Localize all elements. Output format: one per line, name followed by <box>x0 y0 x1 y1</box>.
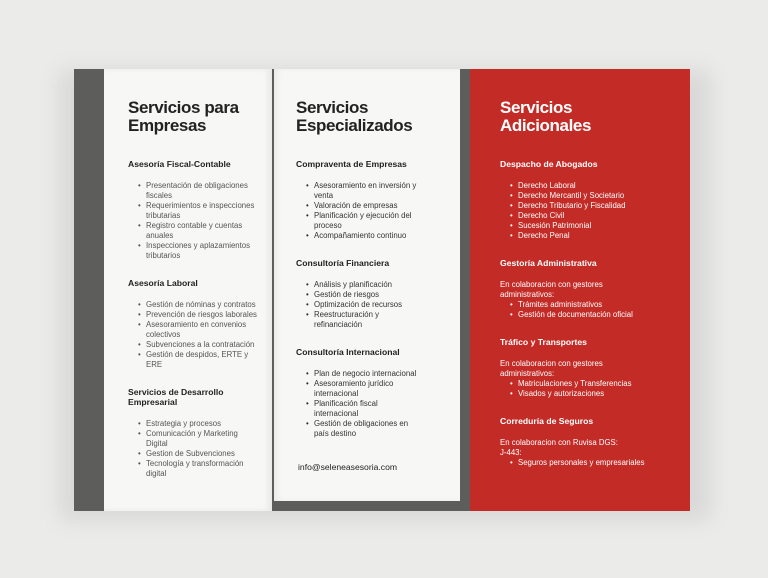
panel-sections <box>296 159 460 439</box>
panel-title: Servicios Adicionales <box>500 98 592 135</box>
list-item: • Gestión de despidos, ERTE y ERE <box>140 350 260 370</box>
list-item: • Registro contable y cuentas anuales <box>140 221 260 241</box>
section-list <box>296 181 423 241</box>
list-item: • Presentación de obligaciones fiscales <box>140 181 260 201</box>
list-item: • Gestión de obligaciones en país destino <box>308 419 423 439</box>
list-item: • Inspecciones y aplazamientos tributarios <box>140 241 260 261</box>
section-heading: Despacho de Abogados <box>500 159 598 169</box>
list-item: • Reestructuración y refinanciación <box>308 310 423 330</box>
list-item: • Gestión de nóminas y contratos <box>140 300 260 310</box>
panel-title: Servicios Especializados <box>296 98 413 135</box>
list-item: • Gestión de riesgos <box>308 290 423 300</box>
section-heading: Tráfico y Transportes <box>500 337 587 347</box>
panel-servicios-empresas <box>104 69 272 511</box>
section-list <box>128 419 260 479</box>
list-item: • Subvenciones a la contratación <box>140 340 260 350</box>
section-heading: Consultoría Financiera <box>296 258 390 268</box>
section-list <box>128 300 260 370</box>
list-item: • Asesoramiento en inversión y venta <box>308 181 423 201</box>
list-item: • Prevención de riesgos laborales <box>140 310 260 320</box>
section-list <box>128 181 260 261</box>
section-list <box>500 379 672 399</box>
section-heading: Compraventa de Empresas <box>296 159 407 169</box>
section-note: En colaboracion con gestores administrativos: <box>500 280 603 299</box>
list-item: • Estrategia y procesos <box>140 419 260 429</box>
panel-sections <box>500 159 690 468</box>
section-list <box>500 181 672 241</box>
list-item: • Derecho Laboral <box>512 181 672 191</box>
list-item: • Asesoramiento jurídico internacional <box>308 379 423 399</box>
list-item: • Gestión de documentación oficial <box>512 310 672 320</box>
list-item: • Matriculaciones y Transferencias <box>512 379 672 389</box>
section-list <box>500 300 672 320</box>
panel-title: Servicios para Empresas <box>128 98 239 135</box>
list-item: • Derecho Civil <box>512 211 672 221</box>
list-item: • Trámites administrativos <box>512 300 672 310</box>
section-list <box>296 280 423 330</box>
list-item: • Tecnología y transformación digital <box>140 459 260 479</box>
list-item: • Visados y autorizaciones <box>512 389 672 399</box>
section-heading: Gestoría Administrativa <box>500 258 597 268</box>
panel-servicios-especializados <box>274 69 460 501</box>
list-item: • Análisis y planificación <box>308 280 423 290</box>
section-heading: Asesoría Laboral <box>128 278 198 288</box>
section-heading: Asesoría Fiscal-Contable <box>128 159 231 169</box>
section-heading: Consultoría Internacional <box>296 347 400 357</box>
list-item: • Comunicación y Marketing Digital <box>140 429 260 449</box>
list-item: • Derecho Tributario y Fiscalidad <box>512 201 672 211</box>
list-item: • Derecho Penal <box>512 231 672 241</box>
list-item: • Asesoramiento en convenios colectivos <box>140 320 260 340</box>
panel-servicios-adicionales <box>470 69 690 511</box>
section-list <box>296 369 423 439</box>
section-list <box>500 458 672 468</box>
panel-sections <box>128 159 272 479</box>
section-heading: Correduría de Seguros <box>500 416 594 426</box>
list-item: • Seguros personales y empresariales <box>512 458 672 468</box>
section-note: En colaboracion con gestores administrativos: <box>500 359 603 378</box>
list-item: • Gestion de Subvenciones <box>140 449 260 459</box>
list-item: • Optimización de recursos <box>308 300 423 310</box>
section-note: En colaboracion con Ruvisa DGS: J-443: <box>500 438 618 457</box>
list-item: • Requerimientos e inspecciones tributarias <box>140 201 260 221</box>
section-heading: Servicios de Desarrollo Empresarial <box>128 387 224 407</box>
list-item: • Planificación fiscal internacional <box>308 399 423 419</box>
contact-email[interactable]: info@seleneasesoria.com <box>298 462 398 472</box>
list-item: • Sucesión Patrimonial <box>512 221 672 231</box>
list-item: • Plan de negocio internacional <box>308 369 423 379</box>
list-item: • Acompañamiento continuo <box>308 231 423 241</box>
list-item: • Derecho Mercantil y Societario <box>512 191 672 201</box>
list-item: • Valoración de empresas <box>308 201 423 211</box>
list-item: • Planificación y ejecución del proceso <box>308 211 423 231</box>
